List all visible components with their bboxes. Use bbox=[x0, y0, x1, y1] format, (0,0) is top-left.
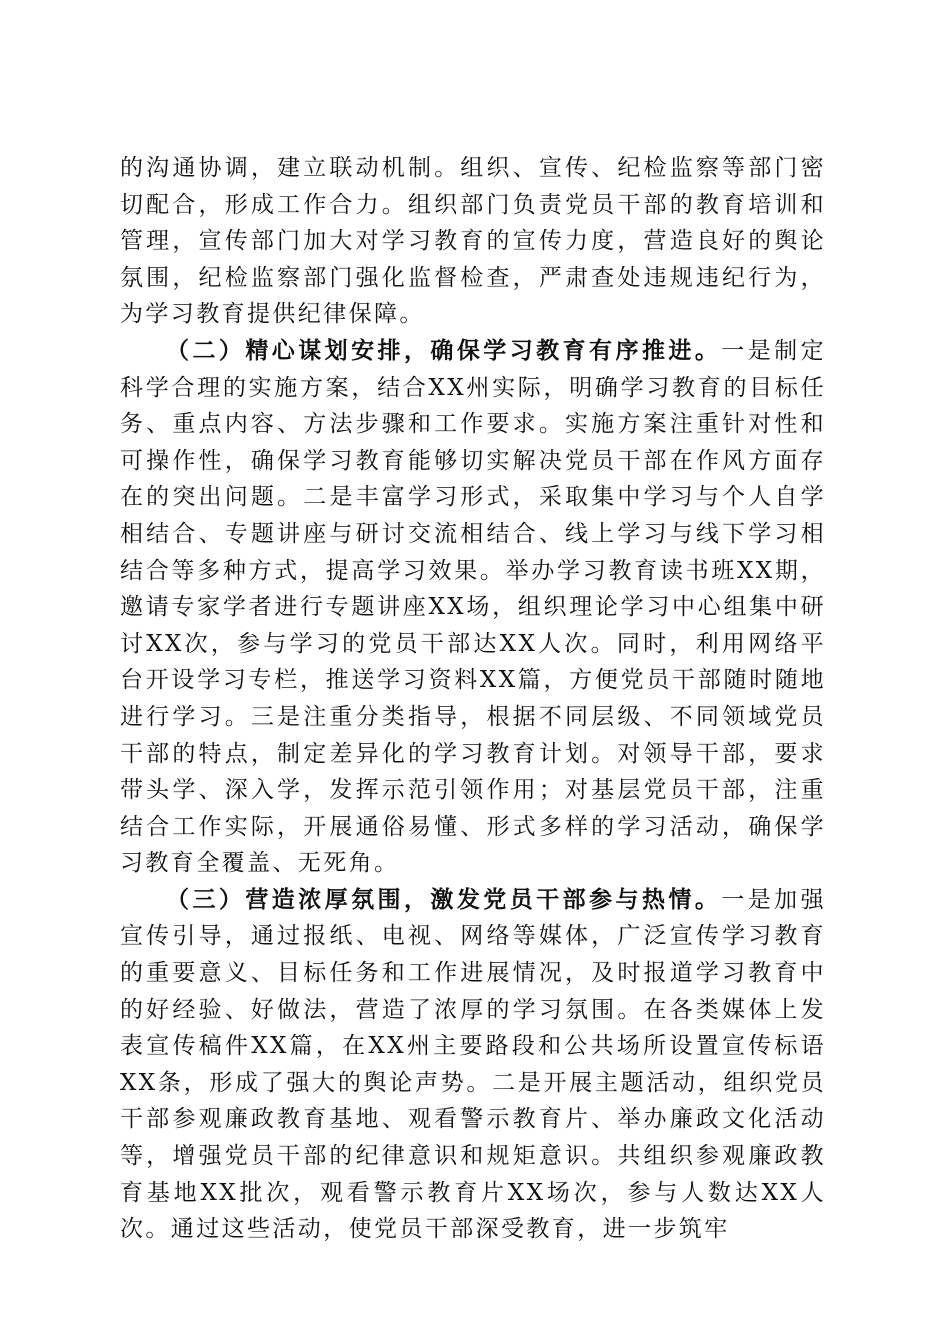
document-body bbox=[120, 150, 826, 1248]
section-heading: （二）精心谋划安排，确保学习教育有序推进。 bbox=[166, 336, 722, 364]
paragraph-body: 一是加强宣传引导，通过报纸、电视、网络等媒体，广泛宣传学习教育的重要意义、目标任务和工作进展情况，及时报道学习教育中的好经验、好做法，营造了浓厚的学习氛围。在各类媒体上发表宣传稿件XX篇，在XX州主要路段和公共场所设置宣传标语XX条，形成了强大的舆论声势。二是开展主题活动，组织党员干部参观廉政教育基地、观看警示教育片、举办廉政文化活动等，增强党员干部的纪律意识和规矩意识。共组织参观廉政教育基地XX批次，观看警示教育片XX场次，参与人数达XX人次。通过这些活动，使党员干部深受教育，进一步筑牢 bbox=[120, 886, 826, 1243]
paragraph-body: 的沟通协调，建立联动机制。组织、宣传、纪检监察等部门密切配合，形成工作合力。组织部门负责党员干部的教育培训和管理，宣传部门加大对学习教育的宣传力度，营造良好的舆论氛围，纪检监察部门强化监督检查，严肃查处违规违纪行为，为学习教育提供纪律保障。 bbox=[120, 155, 826, 328]
paragraph-continuation bbox=[120, 150, 826, 333]
paragraph-section-3 bbox=[120, 882, 826, 1248]
section-heading: （三）营造浓厚氛围，激发党员干部参与热情。 bbox=[166, 885, 722, 913]
paragraph-section-2 bbox=[120, 333, 826, 882]
paragraph-body: 一是制定科学合理的实施方案，结合XX州实际，明确学习教育的目标任务、重点内容、方法步骤和工作要求。实施方案注重针对性和可操作性，确保学习教育能够切实解决党员干部在作风方面存在的突出问题。二是丰富学习形式，采取集中学习与个人自学相结合、专题讲座与研讨交流相结合、线上学习与线下学习相结合等多种方式，提高学习效果。举办学习教育读书班XX期，邀请专家学者进行专题讲座XX场，组织理论学习中心组集中研讨XX次，参与学习的党员干部达XX人次。同时，利用网络平台开设学习专栏，推送学习资料XX篇，方便党员干部随时随地进行学习。三是注重分类指导，根据不同层级、不同领域党员干部的特点，制定差异化的学习教育计划。对领导干部，要求带头学、深入学，发挥示范引领作用；对基层党员干部，注重结合工作实际，开展通俗易懂、形式多样的学习活动，确保学习教育全覆盖、无死角。 bbox=[120, 337, 826, 877]
